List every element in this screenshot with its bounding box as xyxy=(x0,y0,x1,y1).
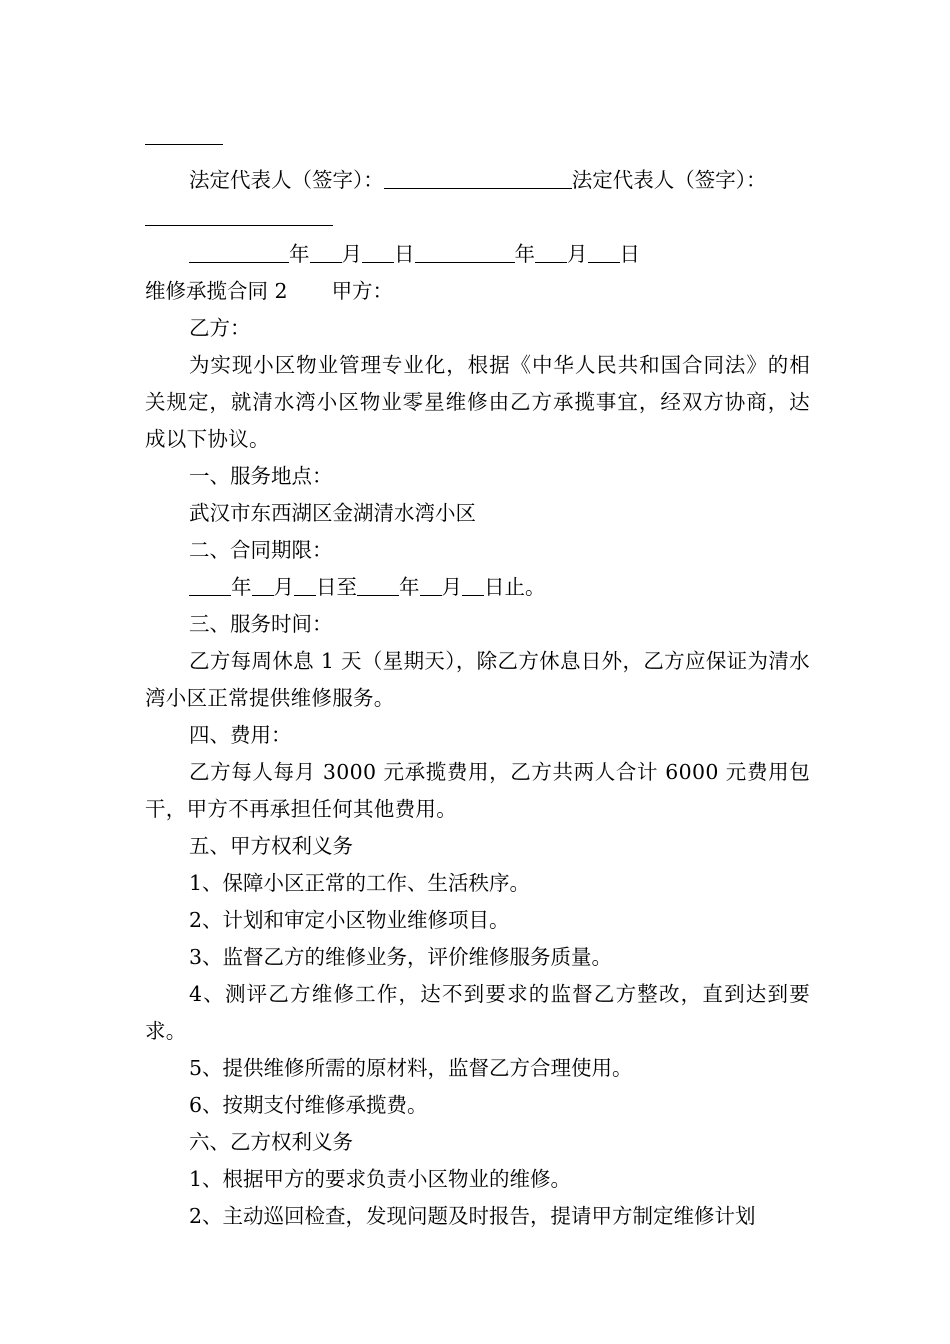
term-year-label: 年 xyxy=(399,575,420,599)
rep-label-party-b: 法定代表人（签字）： xyxy=(571,168,767,192)
contract-title-row xyxy=(145,273,810,310)
section-3-content: 乙方每周休息 1 天（星期天），除乙方休息日外，乙方应保证为清水湾小区正常提供维修服务。 xyxy=(145,649,810,710)
date-year-label: 年 xyxy=(289,242,310,266)
date-day-label: 日 xyxy=(394,242,415,266)
signature-date-row xyxy=(145,236,810,273)
section-1-content: 武汉市东西湖区金湖清水湾小区 xyxy=(189,501,476,525)
section-5-item: 2、计划和审定小区物业维修项目。 xyxy=(189,908,510,932)
section-1-heading: 一、服务地点： xyxy=(189,464,333,488)
month-blank xyxy=(535,261,567,263)
section-5-item: 1、保障小区正常的工作、生活秩序。 xyxy=(189,871,531,895)
section-6-item: 2、主动巡回检查，发现问题及时报告，提请甲方制定维修计划 xyxy=(189,1204,756,1228)
signature-blank xyxy=(384,187,572,189)
day-blank xyxy=(362,261,394,263)
date-month-label: 月 xyxy=(567,242,588,266)
term-month-label: 月 xyxy=(441,575,462,599)
section-6-heading: 六、乙方权利义务 xyxy=(189,1130,353,1154)
section-5-item: 3、监督乙方的维修业务，评价维修服务质量。 xyxy=(189,945,613,969)
signature-blank-line xyxy=(145,124,223,145)
section-4-content: 乙方每人每月 3000 元承揽费用，乙方共两人合计 6000 元费用包干，甲方不再承担任何其他费用。 xyxy=(145,760,810,821)
term-day-from-label: 日至 xyxy=(316,575,357,599)
date-month-label: 月 xyxy=(341,242,362,266)
signature-blank xyxy=(145,224,333,226)
date-day-label: 日 xyxy=(619,242,640,266)
section-5-heading: 五、甲方权利义务 xyxy=(189,834,353,858)
signature-blank-continuation xyxy=(145,199,810,236)
document-body xyxy=(145,124,810,1235)
section-5-item: 5、提供维修所需的原材料，监督乙方合理使用。 xyxy=(189,1056,633,1080)
month-blank xyxy=(420,594,442,596)
section-3-heading: 三、服务时间： xyxy=(189,612,333,636)
day-blank xyxy=(588,261,620,263)
section-6-item: 1、根据甲方的要求负责小区物业的维修。 xyxy=(189,1167,572,1191)
section-5-item: 6、按期支付维修承揽费。 xyxy=(189,1093,428,1117)
party-b-label: 乙方： xyxy=(189,316,251,340)
rep-label-party-a: 法定代表人（签字）： xyxy=(189,168,384,192)
year-blank xyxy=(189,594,231,596)
section-2-heading: 二、合同期限： xyxy=(189,538,333,562)
legal-representative-signature-row xyxy=(145,162,810,199)
month-blank xyxy=(252,594,274,596)
section-2-term-row xyxy=(145,569,810,606)
contract-title: 维修承揽合同 2 xyxy=(145,279,288,303)
intro-paragraph: 为实现小区物业管理专业化，根据《中华人民共和国合同法》的相关规定，就清水湾小区物业零星维修由乙方承揽事宜，经双方协商，达成以下协议。 xyxy=(145,353,810,451)
section-4-heading: 四、费用： xyxy=(189,723,292,747)
day-blank xyxy=(294,594,316,596)
section-5-item: 4、测评乙方维修工作，达不到要求的监督乙方整改，直到达到要求。 xyxy=(145,982,810,1043)
year-blank xyxy=(357,594,399,596)
day-blank xyxy=(462,594,484,596)
year-blank xyxy=(189,261,289,263)
month-blank xyxy=(310,261,342,263)
date-year-label: 年 xyxy=(514,242,535,266)
party-a-label: 甲方： xyxy=(331,279,394,303)
term-day-to-label: 日止。 xyxy=(484,575,546,599)
term-year-label: 年 xyxy=(231,575,252,599)
term-month-label: 月 xyxy=(273,575,294,599)
year-blank xyxy=(415,261,515,263)
